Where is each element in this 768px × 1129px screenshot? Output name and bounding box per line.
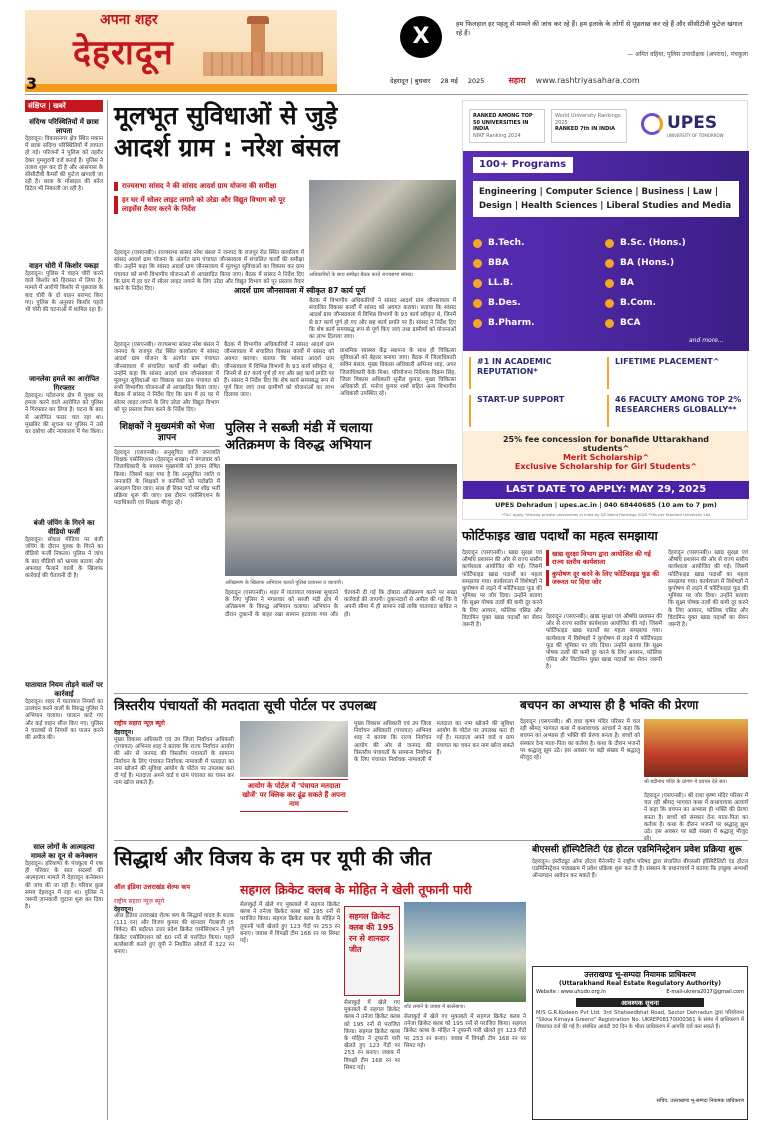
scholarship-1: Merit Scholarship^: [562, 453, 650, 462]
course-item: B.Tech.: [473, 233, 601, 253]
lead-bullets: [114, 182, 304, 214]
sidebar-divider: [107, 100, 108, 1120]
hotel-body: देहरादून। इंस्टीट्यूट ऑफ होटल मैनेजमेंट ने राष्ट्रीय परिषद द्वारा संचालित बीएससी हॉस्पिटैलिटी एंड होटल एडमिनिस्ट्रेशन पाठ्यक्रम में प्रवेश प्रक्रिया शुरू कर दी है। संस्थान के प्रधानाचार्य ने बताया कि इच्छुक अभ्यर्थी ऑनलाइन आवेदन कर सकते हैं।: [532, 859, 748, 880]
story-food: [462, 528, 748, 688]
stat-item: #1 IN ACADEMIC REPUTATION*: [469, 357, 597, 389]
sidebar-story: [25, 118, 103, 258]
story-cricket-2: [240, 882, 526, 1120]
panchayat-headline: त्रिस्तरीय पंचायतों की मतदाता सूची पोर्टल पर उपलब्ध: [114, 698, 377, 714]
clock-tower-illustration: [203, 18, 323, 78]
upes-brand-sub: UNIVERSITY OF TOMORROW: [667, 133, 724, 138]
story-teachers: [114, 420, 220, 650]
notice-website[interactable]: Website : www.uhudo.org.in: [536, 989, 606, 995]
sidebar-story-body: देहरादून। शहर में यातायात नियमों का उल्लंघन करने वालों के विरुद्ध पुलिस ने अभियान चलाया। चालान काटे गए और कई वाहन सीज किए गए। पुलिस ने चालकों से नियमों का पालन करने की अपील की।: [25, 699, 103, 742]
qs-badge-note: World University Rankings 2025: [555, 113, 621, 126]
lead-body-col1: देहरादून (एसएनबी)। राज्यसभा सांसद नरेश बंसल ने जनपद के राजपुर रोड स्थित कार्यालय में सांसद आदर्श ग्राम योजना के अंतर्गत ग्राम पंचायत जौनसावला में संचालित कार्यों की समीक्षा की। उन्होंने कहा कि सांसद आदर्श ग्राम जौनसावला में मूलभूत सुविधाओं का विकास कर ग्राम पंचायत को सभी विभागीय योजनाओं से आच्छादित किया जाए। बैठक में सांसद ने निर्देश दिए कि ग्राम में हर घर में सोलर लाइट लगाने के लिए उरेडा और विद्युत विभाग को पूर प्रस्ताव तैयार करने के निर्देश दिए।: [114, 250, 304, 293]
programs-box: [463, 151, 749, 351]
food-headline: फोर्टिफाइड खाद्य पदार्थों का महत्व समझाया: [462, 528, 658, 543]
concession-text: 25% fee concession for bonafide Uttarakhand students^: [502, 435, 709, 453]
notice-body: M/S G.R.Kodeen Pvt Ltd. 3rd Shaheedbhat Road, Sector Dehradun द्वारा परियोजना "Sikka Kimaya Greens" Registration No. UKREP08170000361 के संबंध में प्राधिकरण में शिकायत दर्ज की गई है। संबंधित आवंटी 30 दिन के भीतर प्राधिकरण में आपत्ति दर्ज करा सकते हैं।: [536, 1010, 744, 1030]
bhajan-body-2: देहरादून (एसएनबी)। श्री राधा कृष्ण मंदिर परिसर में चल रही श्रीमद् भागवत कथा में कथावाचक आचार्य ने कहा कि बचपन का अभ्यास ही भक्ति की प्रेरणा बनता है। बच्चों को संस्कार देना माता-पिता का कर्तव्य है। कथा के दौरान भजनों पर श्रद्धालु झूम उठे। इस अवसर पर बड़ी संख्या में श्रद्धालु मौजूद: [644, 793, 748, 836]
hotel-headline: बीएससी हॉस्पिटैलिटी एंड होटल एडमिनिस्ट्रेशन प्रवेश प्रक्रिया शुरू: [532, 845, 742, 855]
course-item: B.Pharm.: [473, 313, 601, 333]
qs-badge: [551, 109, 627, 143]
stats-grid: [469, 357, 743, 429]
sidebar-story-title: यातायात नियम तोड़ने वालों पर कार्रवाई: [25, 681, 103, 698]
ad-contact[interactable]: UPES Dehradun | upes.ac.in | 040 68440685 (10 am to 7 pm): [495, 501, 717, 509]
ad-fine-print: *T&C apply. *Among private universities in India by QS World Rankings 2025 **As per Stanford University List: [501, 512, 711, 517]
stat-item: 46 FACULTY AMONG TOP 2% RESEARCHERS GLOBALLY**: [607, 395, 743, 427]
cricket-city: देहरादून।: [114, 906, 134, 913]
masthead-banner: [25, 10, 337, 92]
nirf-badge-note: NIRF Ranking 2024: [473, 132, 521, 139]
stat-item: START-UP SUPPORT: [469, 395, 597, 427]
food-bullet: खाद्य सुरक्षा विभाग द्वारा आयोजित की गई राज्य स्तरीय कार्यशाला: [546, 550, 662, 566]
cricket-main-body: ऑल इंडिया उत्तराखंड शेल्फ कप के सिद्धार्थ यादव के शतक (111 रन) और विजय कुमार की शानदार गेंदबाजी (5 विकेट) की बदौलत उत्तर प्रदेश क्रिकेट एसोसिएशन ने पुणे क्रिकेट एसोसिएशन को 60 रनों से पराजित किया। पहले बल्लेबाजी करते हुए यूपी ने निर्धारित ओवरों में 322 रन बनाए।: [114, 913, 234, 956]
police-photo: [225, 464, 457, 576]
story-teachers-body: देहरादून (एसएनबी)। अनुसूचित जाति जनजाति शिक्षक एसोसिएशन (देहरादून शाखा) ने मंगलवार को जिलाधिकारी के माध्यम मुख्यमंत्री को ज्ञापन प्रेषित किया। जिसमें कहा गया है कि अनुसूचित जाति व जनजाति के शिक्षकों व कार्मिकों को पदोन्नति में आरक्षण दिया जाए। साथ ही रिक्त पदों पर शीघ्र भर्ती प्रक्रिया शुरू की जाए। इस दौरान एसोसिएशन के पदाधिकारी एवं शिक्षक मौजूद रहे।: [114, 450, 220, 507]
panchayat-photo: [240, 721, 348, 777]
lead-subhead: आदर्श ग्राम जौनसावला में स्वीकृत 87 कार्य पूर्ण: [234, 286, 366, 295]
sidebar-story-body: देहरादून। विकासनगर क्षेत्र स्थित मकान में छात्रा संदिग्ध परिस्थितियों में लापता हो गई। परिजनों ने पुलिस को तहरीर देकर गुमशुदगी दर्ज कराई है। पुलिस ने तलाश शुरू कर दी है और आसपास के सीसीटीवी कैमरों की फुटेज खंगाली जा रही है। छात्रा के मोबाइल की कॉल डिटेल भी निकाली जा रही है।: [25, 136, 103, 193]
lead-headline-2: आदर्श ग्राम : नरेश बंसल: [114, 133, 340, 162]
bhajan-body: देहरादून (एसएनबी)। श्री राधा कृष्ण मंदिर परिसर में चल रही श्रीमद् भागवत कथा में कथावाचक आचार्य ने कहा कि बचपन का अभ्यास ही भक्ति की प्रेरणा बनता है। बच्चों को संस्कार देना माता-पिता का कर्तव्य है। कथा के दौरान भजनों पर श्रद्धालु झूम उठे। इस अवसर पर बड़ी संख्या में श्रद्धालु मौजूद रहे।: [520, 719, 640, 762]
orange-strip: [25, 84, 337, 92]
concession-box: [463, 431, 749, 481]
lead-body-col4: बैठक में विभागीय अधिकारियों ने सांसद आदर्श ग्राम जौनसावला में संचालित विकास कार्यों में सांसद को अवगत कराया। बताया कि सांसद आदर्श ग्राम जौनसावला में विभिन्न विभागों के 93 कार्य स्वीकृत थे, जिनमें से 87 कार्य पूर्ण हो गए और छह कार्य प्रगति पर हैं। सांसद ने निर्देश दिए कि शेष कार्य समयबद्ध रूप से पूर्ण किए जाएं तथा ग्रामीणों को योजनाओं का लाभ दिलाया जाए।: [224, 342, 334, 399]
food-body-col1: देहरादून (एसएनबी)। खाद्य सुरक्षा एवं औषधि प्रशासन की ओर से राज्य स्तरीय कार्यशाला आयोजित की गई। जिसमें फोर्टिफाइड खाद्य पदार्थों का महत्व समझाया गया। कार्यशाला में विशेषज्ञों ने कुपोषण से लड़ने में फोर्टिफाइड फूड की भूमिका पर जोर दिया। उन्होंने बताया कि सूक्ष्म पोषक तत्वों की कमी दूर करने के लिए आयरन, फोलिक एसिड और विटामिन युक्त खाद्य पदार्थों का सेवन जरूरी है।: [462, 550, 542, 629]
cricket2-photo: [404, 902, 526, 1002]
story-panchayat: [114, 697, 514, 837]
qs-badge-text: RANKED 7th IN INDIA: [555, 126, 615, 132]
bhajan-headline: बचपन का अभ्यास ही है भक्ति की प्रेरणा: [520, 698, 699, 712]
cricket-byline: ऑल इंडिया उत्तराखंड शेल्फ कप: [114, 883, 191, 891]
lead-bullet: हर घर में सोलर लाइट लगाने को उरेडा और विद्युत विभाग को पूर लाइसेंस तैयार करने के निर्देश: [114, 196, 304, 214]
brand-top: अपना शहर: [100, 12, 158, 28]
upes-brand: UPES: [667, 113, 718, 133]
story-bhajan: [520, 697, 748, 837]
bhajan-photo: [644, 719, 748, 777]
section-divider: [114, 840, 748, 841]
cricket2-box: सहगल क्रिकेट क्लब की 195 रन से शानदार जीत: [344, 906, 400, 996]
masthead-divider: [25, 94, 748, 95]
cricket2-headline: सहगल क्रिकेट क्लब के मोहित ने खेली तूफानी पारी: [240, 882, 472, 897]
story-hotel: [532, 844, 748, 962]
top-quote-author: — अमित वहिया, पुलिस उपाधीक्षक (अपराध), पंचकूला: [627, 51, 748, 58]
sidebar-story-title: वाहन चोरी में किशोर पकड़ा: [29, 262, 99, 270]
program-categories: Engineering | Computer Science | Business | Law | Design | Health Sciences | Liberal Studies and Media: [473, 181, 739, 217]
course-item: BBA: [473, 253, 601, 273]
lead-photo: [309, 180, 456, 270]
course-item: B.Des.: [473, 293, 601, 313]
police-photo-caption: अतिक्रमण के खिलाफ अभियान चलाते पुलिस प्रशासन व व्यापारी।: [225, 580, 343, 586]
section-divider: [114, 693, 748, 694]
notice-title-en: (Uttarakhand Real Estate Regulatory Authority): [559, 980, 721, 987]
sidebar-story-title: जानलेवा हमले का आरोपित गिरफ्तार: [28, 375, 100, 392]
deadline-banner[interactable]: LAST DATE TO APPLY: MAY 29, 2025: [463, 481, 749, 499]
course-list-left: [473, 233, 601, 333]
food-body-col3: देहरादून (एसएनबी)। खाद्य सुरक्षा एवं औषधि प्रशासन की ओर से राज्य स्तरीय कार्यशाला आयोजित की गई। जिसमें फोर्टिफाइड खाद्य पदार्थों का महत्व समझाया गया। कार्यशाला में विशेषज्ञों ने कुपोषण से लड़ने में फोर्टिफाइड फूड की भूमिका पर जोर दिया। उन्होंने बताया कि सूक्ष्म पोषक तत्वों की कमी दूर करने के लिए आयरन, फोलिक एसिड और विटामिन युक्त खाद्य पदार्थों का सेवन जरूरी है।: [668, 550, 748, 629]
sidebar-story: [25, 262, 103, 371]
sidebar-header-tag: संक्षिप्त: [28, 102, 46, 110]
programs-title: 100+ Programs: [473, 157, 573, 173]
panchayat-byline: राष्ट्रीय सहारा न्यूज़ ब्यूरो: [114, 720, 165, 727]
notice-subtitle: आवश्यक सूचना: [576, 998, 704, 1007]
sidebar-story: [25, 519, 103, 677]
food-bullets: [546, 550, 662, 586]
cricket-main-headline: सिद्धार्थ और विजय के दम पर यूपी की जीत: [114, 846, 432, 870]
lead-body-col3: देहरादून (एसएनबी)। राज्यसभा सांसद नरेश बंसल ने जनपद के राजपुर रोड स्थित कार्यालय में सांसद आदर्श ग्राम योजना के अंतर्गत ग्राम पंचायत जौनसावला में संचालित कार्यों की समीक्षा की। उन्होंने कहा कि सांसद आदर्श ग्राम जौनसावला में मूलभूत सुविधाओं का विकास कर ग्राम पंचायत को सभी विभागीय योजनाओं से आच्छादित किया जाए। बैठक में सांसद ने निर्देश दिए कि ग्राम में हर घर में सोलर लाइट लगाने के लिए उरेडा और विद्युत विभाग को पूर प्रस्ताव तैयार करने के निर्देश दिए।: [114, 342, 220, 413]
food-body-col2: देहरादून (एसएनबी)। खाद्य सुरक्षा एवं औषधि प्रशासन की ओर से राज्य स्तरीय कार्यशाला आयोजित की गई। जिसमें फोर्टिफाइड खाद्य पदार्थों का महत्व समझाया गया। कार्यशाला में विशेषज्ञों ने कुपोषण से लड़ने में फोर्टिफाइड फूड की भूमिका पर जोर दिया। उन्होंने बताया कि सूक्ष्म पोषक तत्वों की कमी दूर करने के लिए आयरन, फोलिक एसिड और विटामिन युक्त खाद्य पदार्थों का सेवन जरूरी है।: [546, 614, 662, 671]
police-headline-2: अतिक्रमण के विरुद्ध अभियान: [225, 437, 372, 453]
cricket2-body-col3: सेलाकुई में खेले गए मुकाबले में सहगल क्रिकेट क्लब ने तनेजा क्रिकेट क्लब को 195 रनों से पराजित किया। सहगल क्रिकेट क्लब के मोहित ने तूफानी पारी खेलते हुए 123 गेंदों पर 253 रन बनाए। जवाब में विपक्षी टीम 168 रन पर सिमट गई।: [404, 1014, 526, 1049]
cricket2-photo-caption: शॉट लगाने के प्रयास में बल्लेबाज।: [404, 1004, 465, 1010]
sidebar-story-body: देहरादून। सोशल मीडिया पर बंजी जंपिंग के दौरान युवक के गिरने का वीडियो फर्जी निकला। पुलिस ने जांच के बाद वीडियो को भ्रामक बताया और अफवाह फैलाने वालों के खिलाफ कार्रवाई की चेतावनी दी है।: [25, 537, 103, 580]
food-bullet: कुपोषण दूर करने के लिए फोर्टिफाइड फूड की जरूरत पर दिया जोर: [546, 570, 662, 586]
lead-photo-caption: अधिकारियों के साथ समीक्षा बैठक करते राज्यसभा सांसद।: [309, 272, 414, 278]
website-link[interactable]: www.rashtriyasahara.com: [535, 76, 640, 85]
sidebar-header: संक्षिप्त | खबरें: [25, 100, 103, 112]
top-quote: हम फिलहाल हर पहलू से मामले की जांच कर रहे हैं। हम इलाके के लोगों से पूछताछ कर रहे हैं और सीसीटीवी फुटेज खंगाल रहे हैं।: [456, 20, 743, 37]
rera-notice: [532, 966, 748, 1120]
panchayat-pull-quote: आयोग के पोर्टल में 'पंचायत मतदाता खोजें' पर क्लिक कर ढूंढ सकते हैं अपना नाम: [240, 779, 348, 812]
lead-headline-1: मूलभूत सुविधाओं से जुड़े: [114, 101, 338, 130]
cricket-main-body-block: [114, 882, 234, 1120]
masthead: [0, 0, 768, 96]
x-logo-icon[interactable]: X: [400, 16, 442, 58]
sidebar: [25, 100, 103, 1120]
panchayat-city: देहरादून।: [114, 729, 134, 736]
sidebar-story-body: देहरादून। पुलिस ने वाहन चोरी करने वाले किशोर को हिरासत में लिया है। मामले में आरोपी किशोर से पूछताछ के बाद चोरी के दो वाहन बरामद किए गए। पुलिस के अनुसार किशोर पहले भी चोरी की घटनाओं में शामिल रहा है।: [25, 271, 103, 314]
sidebar-story: [25, 681, 103, 839]
course-item: BA (Hons.): [605, 253, 741, 273]
cricket2-body-col1: सेलाकुई में खेले गए मुकाबले में सहगल क्रिकेट क्लब ने तनेजा क्रिकेट क्लब को 195 रनों से पराजित किया। सहगल क्रिकेट क्लब के मोहित ने तूफानी पारी खेलते हुए 123 गेंदों पर 253 रन बनाए। जवाब में विपक्षी टीम 168 रन पर सिमट गई।: [240, 902, 340, 945]
panchayat-body-col2: मुख्य विकास अधिकारी एवं उप जिला निर्वाचन अधिकारी (पंचायत) अभिनव शाह ने बताया कि राज्य निर्वाचन आयोग की ओर से जनपद की त्रिस्तरीय पंचायतों के सामान्य निर्वाचन के लिए पंचायत निर्वाचक नामावली में मतदाता का नाम खोजने की सुविधा आयोग के पोर्टल पर उपलब्ध करा दी गई है। मतदाता अपने वार्ड व ग्राम पंचायत का चयन कर नाम खोज सकते हैं।: [354, 721, 514, 764]
story-police: [225, 420, 457, 690]
sidebar-story-title: संदिग्ध परिस्थितियों में छात्रा लापता: [29, 118, 99, 135]
nirf-badge: [469, 109, 545, 143]
course-list-right: [605, 233, 741, 333]
sidebar-story-body: देहरादून। पटेलनगर क्षेत्र में युवक पर हमला करने वाले आरोपित को पुलिस ने गिरफ्तार कर लिया है। घटना के बाद से आरोपित फरार चल रहा था। मुखबिर की सूचना पर पुलिस ने उसे धर दबोचा और न्यायालय में पेश किया।: [25, 393, 103, 436]
date-year: 2025: [467, 77, 485, 85]
upes-ad[interactable]: [462, 100, 748, 520]
sidebar-story-title: बंजी जंपिंग के गिरने का वीडियो फर्जी: [33, 519, 95, 536]
lead-bullet: राज्यसभा सांसद ने की सांसद आदर्श ग्राम योजना की समीक्षा: [114, 182, 304, 191]
course-item: B.Com.: [605, 293, 741, 313]
bhajan-photo-caption: श्री बद्रीनाथ मंदिर के प्रांगण में प्रवचन देते संत।: [644, 779, 728, 785]
and-more: and more...: [689, 337, 724, 344]
notice-title-hi: उत्तराखण्ड भू-सम्पदा नियामक प्राधिकरण: [584, 970, 696, 979]
scholarship-2: Exclusive Scholarship for Girl Students^: [514, 462, 698, 471]
police-headline-1: पुलिस ने सब्जी मंडी में चलाया: [225, 420, 373, 436]
notice-email[interactable]: E-mail-ukrera2017@gmail.com: [666, 989, 744, 995]
stat-item: LIFETIME PLACEMENT^: [607, 357, 743, 389]
sidebar-story-body: देहरादून। हरियाणा के पंचकूला में एक ही परिवार के सात सदस्यों की आत्महत्या मामले में देहरादून कनेक्शन की जांच की जा रही है। परिवार कुछ समय देहरादून में रहा था। पुलिस ने जरूरी जानकारी जुटाना शुरू कर दिया है।: [25, 861, 103, 911]
lead-story: [114, 100, 456, 415]
lead-body-col5: प्राथमिक स्वास्थ्य केंद्र स्थापना के साथ ही चिकित्सा सुविधाओं को बेहतर बनाया जाए। बैठक में जिलाधिकारी सविन बंसल, मुख्य विकास अधिकारी अभिनव शाह, अपर जिलाधिकारी केके मिश्रा, परियोजना निदेशक विक्रम सिंह, जिला विकास अधिकारी सुनील कुमार, मुख्य चिकित्सा अधिकारी डॉ. मनोज कुमार शर्मा सहित अन्य विभागीय अधिकारी उपस्थित रहे।: [340, 348, 456, 398]
lead-body-col2: बैठक में विभागीय अधिकारियों ने सांसद आदर्श ग्राम जौनसावला में संचालित विकास कार्यों में सांसद को अवगत कराया। बताया कि सांसद आदर्श ग्राम जौनसावला में विभिन्न विभागों के 93 कार्य स्वीकृत थे, जिनमें से 87 कार्य पूर्ण हो गए और छह कार्य प्रगति पर हैं। सांसद ने निर्देश दिए कि शेष कार्य समयबद्ध रूप से पूर्ण किए जाएं तथा ग्रामीणों को योजनाओं का लाभ दिलाया जाए।: [309, 298, 456, 341]
story-teachers-headline: शिक्षकों ने मुख्यमंत्री को भेजा ज्ञापन: [114, 420, 220, 447]
course-item: LL.B.: [473, 273, 601, 293]
course-item: B.Sc. (Hons.): [605, 233, 741, 253]
sidebar-header-title: खबरें: [53, 102, 66, 110]
brand-city: देहरादून: [73, 33, 174, 73]
paper-logo: सहारा: [508, 76, 526, 85]
sidebar-story: [25, 375, 103, 515]
cricket-sub-byline: राष्ट्रीय सहारा न्यूज़ ब्यूरो: [114, 898, 165, 905]
ad-rank-badges: [469, 109, 629, 143]
dateline-bar: [390, 74, 748, 88]
course-item: BCA: [605, 313, 741, 333]
date-day: 28 मई: [440, 77, 458, 85]
cricket2-body-col2: सेलाकुई में खेले गए मुकाबले में सहगल क्रिकेट क्लब ने तनेजा क्रिकेट क्लब को 195 रनों से पराजित किया। सहगल क्रिकेट क्लब के मोहित ने तूफानी पारी खेलते हुए 123 गेंदों पर 253 रन बनाए। जवाब में विपक्षी टीम 168 रन पर सिमट गई।: [344, 1000, 400, 1071]
nirf-badge-text: RANKED AMONG TOP 50 UNIVERSITIES IN INDIA: [473, 113, 533, 132]
upes-logo-icon: [641, 113, 663, 135]
sidebar-story: [25, 843, 103, 1061]
course-item: BA: [605, 273, 741, 293]
story-cricket-main: [114, 844, 526, 880]
police-body: देहरादून (एसएनबी)। शहर में यातायात व्यवस्था सुधारने के लिए पुलिस ने मंगलवार को सब्जी मंडी क्षेत्र में अतिक्रमण के विरुद्ध अभियान चलाया। अभियान के दौरान दुकानों के बाहर रखा सामान हटवाया गया और चेतावनी दी गई कि दोबारा अतिक्रमण करने पर सख्त कार्रवाई की जाएगी। दुकानदारों से अपील की गई कि वे अपनी सीमा में ही सामान रखें ताकि यातायात बाधित न हो।: [225, 590, 457, 618]
dateline: देहरादून | बुधवार: [390, 77, 431, 85]
notice-signature: सचिव, उत्तराखण्ड भू-सम्पदा नियामक प्राधिकरण: [656, 1098, 744, 1104]
upes-logo: [641, 109, 741, 143]
page-number: 3: [26, 74, 38, 93]
sidebar-story-title: साल लोगों के आत्महत्या मामले का दून से कनेक्शन: [30, 843, 98, 860]
panchayat-body-col1: मुख्य विकास अधिकारी एवं उप जिला निर्वाचन अधिकारी (पंचायत) अभिनव शाह ने बताया कि राज्य निर्वाचन आयोग की ओर से जनपद की त्रिस्तरीय पंचायतों के सामान्य निर्वाचन के लिए पंचायत निर्वाचक नामावली में मतदाता का नाम खोजने की सुविधा आयोग के पोर्टल पर उपलब्ध करा दी गई है। मतदाता अपने वार्ड व ग्राम पंचायत का चयन कर नाम खोज सकते हैं।: [114, 737, 234, 787]
